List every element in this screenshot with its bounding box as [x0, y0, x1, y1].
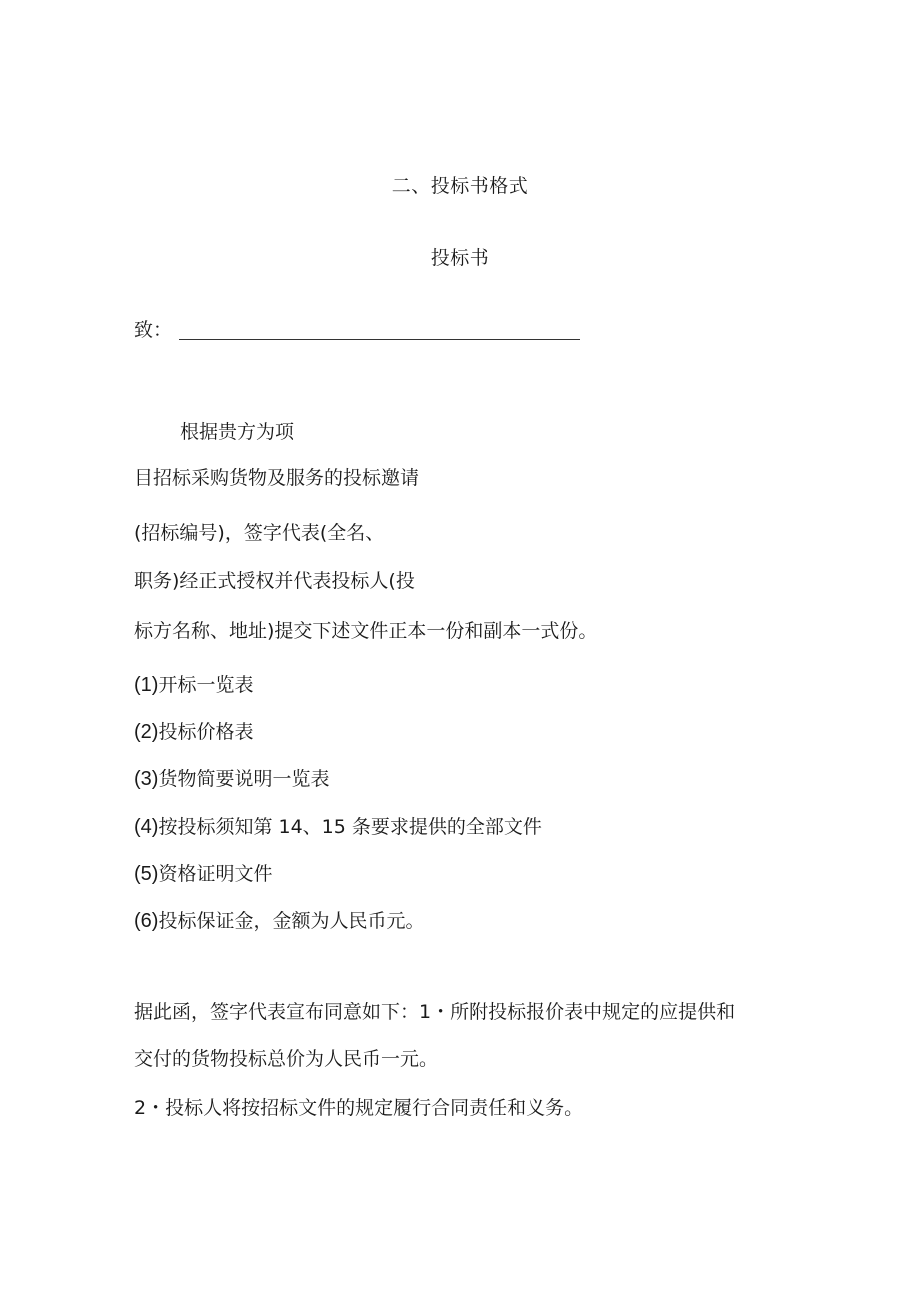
- intro-line: 职务)经正式授权并代表投标人(投: [134, 570, 415, 592]
- list-item: [134, 815, 542, 839]
- list-item-text: 货物简要说明一览表: [158, 768, 330, 790]
- declaration-line: 交付的货物投标总价为人民币一元。: [134, 1048, 439, 1070]
- addressee-label: 致：: [134, 319, 173, 341]
- list-item: [134, 909, 424, 933]
- list-item-text: 投标价格表: [158, 721, 254, 743]
- list-item-number: (4): [134, 816, 159, 838]
- list-item-number: (2): [134, 721, 159, 743]
- list-item: [134, 767, 329, 791]
- list-item-text: 投标保证金，金额为人民币元。: [158, 910, 425, 932]
- list-item-text: 开标一览表: [158, 674, 254, 696]
- list-item-number: (6): [134, 910, 159, 932]
- intro-line: (招标编号)，签字代表(全名、: [134, 522, 385, 544]
- list-item-text: 资格证明文件: [158, 863, 273, 885]
- declaration-line: 2・投标人将按招标文件的规定履行合同责任和义务。: [134, 1097, 584, 1119]
- list-item-number: (3): [134, 768, 159, 790]
- intro-line: 根据贵方为项: [180, 421, 295, 443]
- document-title: 投标书: [430, 247, 490, 269]
- intro-line: 标方名称、地址)提交下述文件正本一份和副本一式份。: [134, 620, 598, 642]
- addressee-blank-line: [179, 339, 580, 340]
- list-item: [134, 673, 253, 697]
- list-item-number: (1): [134, 674, 159, 696]
- list-item: [134, 720, 253, 744]
- list-item: [134, 862, 272, 886]
- intro-line: 目招标采购货物及服务的投标邀请: [134, 467, 420, 489]
- list-item-text: 按投标须知第 14、15 条要求提供的全部文件: [158, 816, 542, 838]
- list-item-number: (5): [134, 863, 159, 885]
- section-title: 二、投标书格式: [391, 175, 529, 197]
- declaration-line: 据此函，签字代表宣布同意如下：1・所附投标报价表中规定的应提供和: [134, 1001, 736, 1023]
